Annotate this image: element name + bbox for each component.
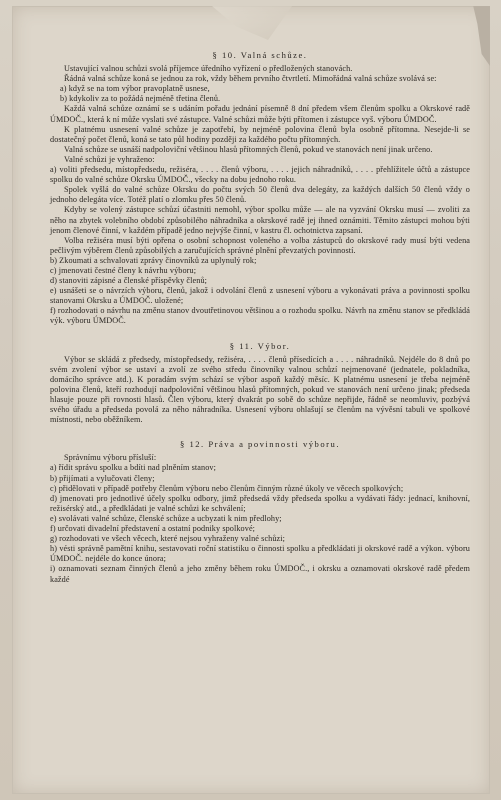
paragraph: Kdyby se volený zástupce schůzí účastniti nemohl, výbor spolku může — ale na vyzvání Okrsku musí — zvoliti za něho na zbytek volebního období způsobilého náhradníka a okrskové radě jej ihned oznámiti. Těmito zástupci mohou býti jenom členové činní, v každém případě jedno nejvýše činní, v kastru čl. ochotnictva zapsaní. — [50, 205, 470, 235]
paragraph: Valná schůze se usnáší nadpoloviční většinou hlasů přítomných členů, pokud ve stanovách není jinak určeno. — [64, 144, 433, 154]
paragraph: Valné schůzi je vyhraženo: — [64, 154, 155, 164]
paragraph: K platnému usnesení valné schůze je zapotřebí, by nejméně polovina členů byla osobně přítomna. Nesejde-li se dostatečný počet členů, koná se tato půl hodiny později za každého počtu přítomných. — [50, 124, 470, 144]
paragraph: Správnímu výboru přísluší: — [64, 453, 157, 463]
list-item: f) určovati divadelní představení a ostatní podniky spolkové; — [50, 524, 256, 534]
list-item: h) vésti správně pamětní knihu, sestavovati roční statistiku o činnosti spolku a předkládati ji okrskové radě a výkon. výboru ÚMDOČ. nejdéle do konce února; — [50, 544, 470, 564]
list-item: d) jmenovati pro jednotlivé účely spolku odbory, jimž předsedá vždy předseda spolku a vydávati řády: jednací, knihovní, režisérský atd., a předkládati je valné schůzi ke schválení; — [50, 493, 470, 513]
list-item: g) rozhodovati ve všech věcech, které nejsou vyhraženy valné schůzi; — [50, 534, 286, 544]
paragraph: Volba režiséra musí býti opřena o osobní schopnost voleného a volba zástupců do okrskové rady musí býti vedena pečlivým výběrem členů způsobilých a zaručujících správné plnění převzatých povinností. — [50, 235, 470, 255]
list-item: c) přidělovati v případě potřeby členům výboru nebo členům činným různé úkoly ve věcech spolkových; — [50, 483, 404, 493]
list-item: f) rozhodovati o návrhu na změnu stanov dvoutřetinovou většinou a o rozhodu spolku. Návrh na změnu stanov se předkládá výk. výboru ÚMDOČ. — [50, 306, 470, 326]
section-11-heading: § 11. Výbor. — [229, 340, 291, 351]
paragraph: Spolek vyšlá do valné schůze Okrsku do počtu svých 50 členů dva delegáty, za každých dalších 50 členů vždy o jednoho delegáta více. Totéž platí o zlomku přes 50 členů. — [50, 185, 470, 205]
list-item: e) usnášeti se o návrzích výboru, členů, jakož i odvolání členů z usnesení výboru a vykonávati práva a povinnosti spolku stanovami Okrsku a ÚMDOČ. uložené; — [50, 286, 470, 306]
paragraph: Řádná valná schůze koná se jednou za rok, vždy během prvního čtvrtletí. Mimořádná valná schůze svolává se: — [64, 74, 437, 84]
section-12-heading: § 12. Práva a povinnosti výboru. — [180, 439, 340, 450]
document-page — [12, 6, 490, 794]
section-10-heading: § 10. Valná schůze. — [212, 50, 308, 60]
paragraph: Každá valná schůze oznámí se s udáním pořadu jednání písemně 8 dní předem všem členům spolku a Okrskové radě ÚMDOČ., která k ní může vyslati své zástupce. Valné schůzi může býti přítomen i zástupce vyš. výboru ÚMDOČ. — [50, 104, 470, 124]
list-item: i) oznamovati seznam činných členů a jeho změny během roku ÚMDOČ., i okrsku a oznamovati okrskové radě předem každé — [50, 564, 470, 584]
list-item: b) Zkoumati a schvalovati zprávy činovníků za uplynulý rok; — [50, 255, 257, 265]
document-text — [50, 50, 470, 585]
list-item: a) řídit správu spolku a bdíti nad plněním stanov; — [50, 463, 216, 473]
list-item: d) stanoviti zápisné a členské příspěvky členů; — [50, 276, 208, 286]
list-item: a) když se na tom výbor pravoplatně usnese, — [60, 84, 210, 94]
list-item: b) přijímati a vylučovati členy; — [50, 473, 155, 483]
paragraph: Ustavující valnou schůzi svolá příjemce úředního vyřízení o předložených stanovách. — [64, 64, 353, 74]
list-item: b) kdykoliv za to požádá nejméně třetina členů. — [60, 94, 221, 104]
list-item: c) jmenovati čestné členy k návrhu výboru; — [50, 265, 197, 275]
paper-fold — [212, 6, 292, 40]
paragraph: Výbor se skládá z předsedy, místopředsedy, režiséra, . . . . členů přísedících a . . . . náhradníků. Nejdéle do 8 dnů po svém zvolení výbor se ustaví a zvolí ze svého středu činovníky valnou schůzí nejmenované (jednatele, pokladníka, domácího správce atd.). K poradám svým schází se výbor aspoň každý měsíc. K platnému usnesení je třeba nejméně polovina členů, kteří rozhodují nadpoloviční většinou hlasů přítomných, pokud ve stanovách není určeno jinak; předseda hlasuje pouze při rovnosti hlasů. Člen výboru, který dvakrát po sobě do schůze nepřijde, řádně se neomluviv, pozbývá svého úřadu a předseda povolá za něho náhradníka. Usnesení výboru ohlašují se členům na vývěsní tabuli ve spolkové místnosti, nebo oběžníkem. — [50, 354, 470, 425]
list-item: a) voliti předsedu, místopředsedu, režiséra, . . . . členů výboru, . . . . jejich náhradníků, . . . . přehlížitele účtů a zástupce spolku do valné schůze Okrsku ÚMDOČ., všecky na dobu jednoho roku. — [50, 165, 470, 185]
list-item: e) svolávati valné schůze, členské schůze a ucbyzati k nim předlohy; — [50, 513, 282, 523]
